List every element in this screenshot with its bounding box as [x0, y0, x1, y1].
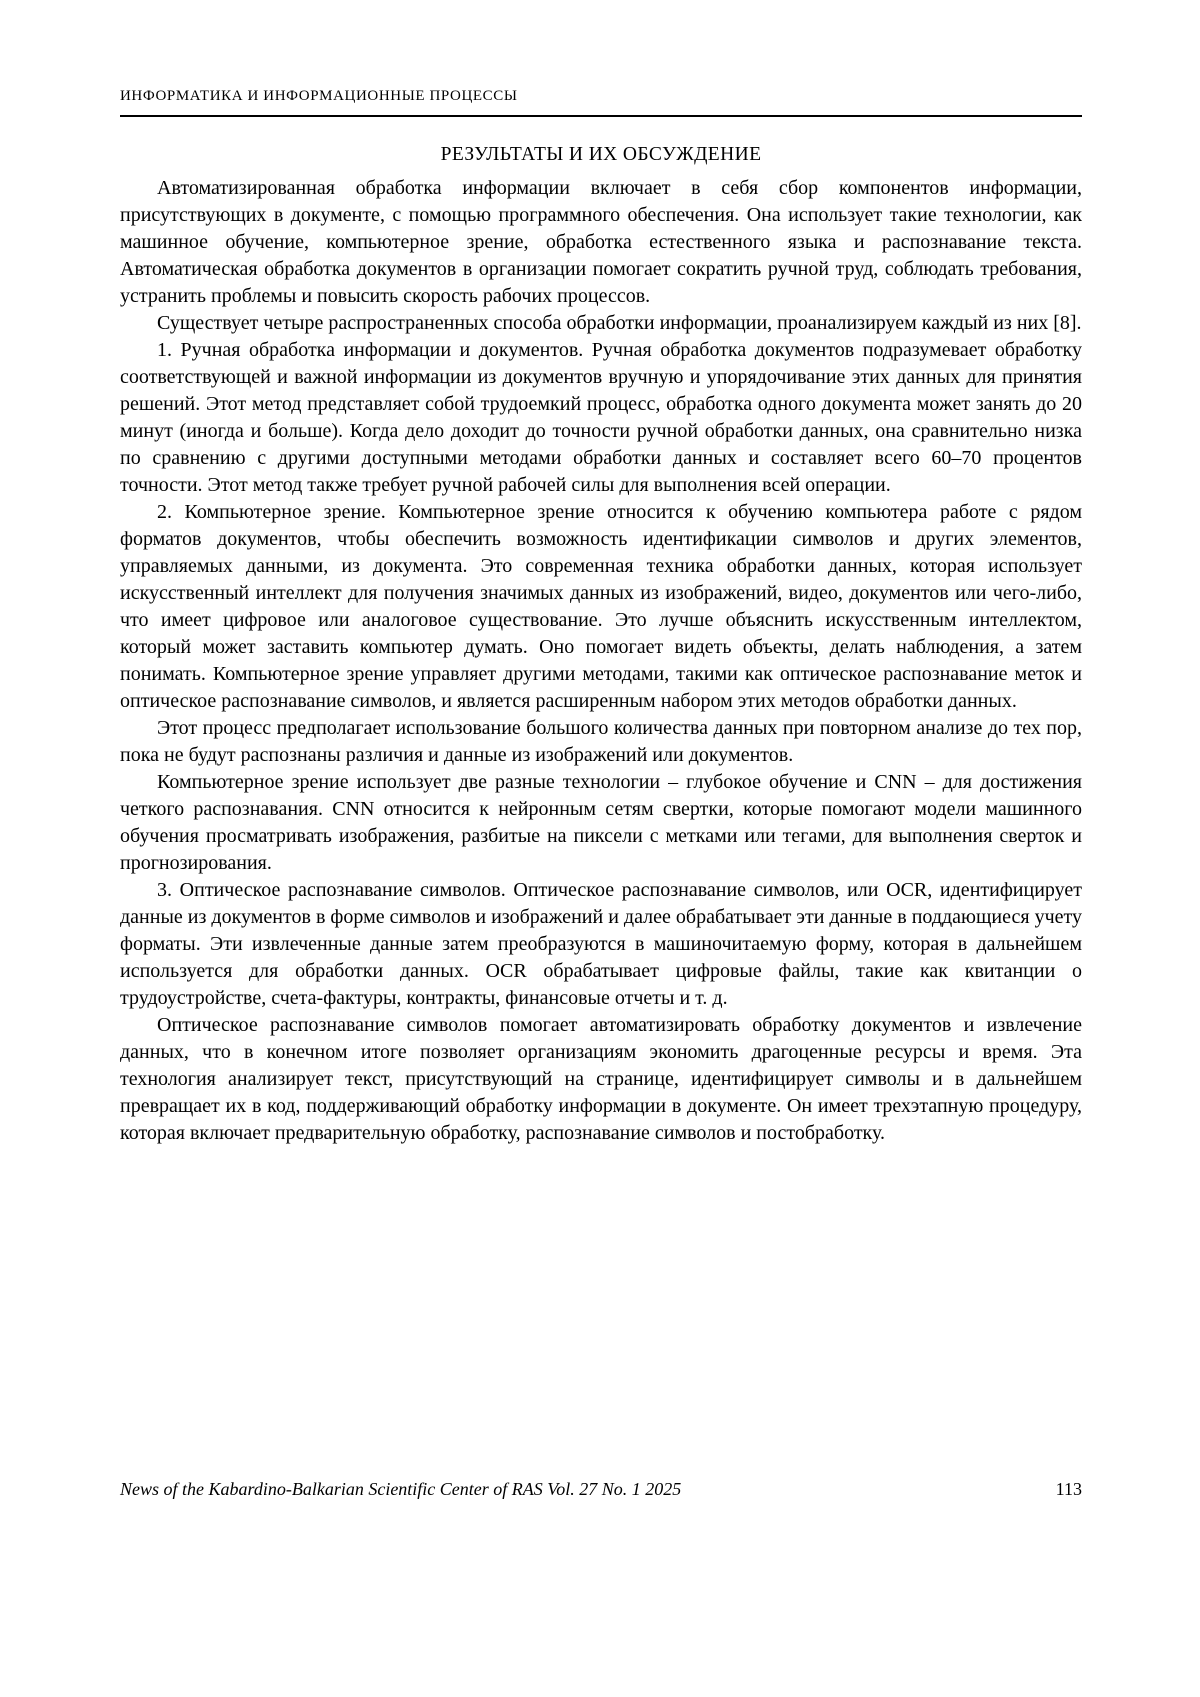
running-header [120, 88, 1082, 117]
paragraph: 2. Компьютерное зрение. Компьютерное зрение относится к обучению компьютера работе с рядом форматов документов, чтобы обеспечить возможность идентификации символов и других элементов, управляемых данными, из документа. Это современная техника обработки данных, которая использует искусственный интеллект для получения значимых данных из изображений, видео, документов или чего-либо, что имеет цифровое или аналоговое существование. Это лучше объяснить искусственным интеллектом, который может заставить компьютер думать. Оно помогает видеть объекты, делать наблюдения, а затем понимать. Компьютерное зрение управляет другими методами, такими как оптическое распознавание меток и оптическое распознавание символов, и является расширенным набором этих методов обработки данных. [120, 501, 1082, 712]
paragraph: 1. Ручная обработка информации и документов. Ручная обработка документов подразумевает обработку соответствующей и важной информации из документов вручную и упорядочивание этих данных для принятия решений. Этот метод представляет собой трудоемкий процесс, обработка одного документа может занять до 20 минут (иногда и больше). Когда дело доходит до точности ручной обработки данных, она сравнительно низка по сравнению с другими доступными методами обработки данных и составляет всего 60–70 процентов точности. Этот метод также требует ручной рабочей силы для выполнения всей операции. [120, 339, 1082, 496]
paragraph: Оптическое распознавание символов помогает автоматизировать обработку документов и извлечение данных, что в конечном итоге позволяет организациям экономить драгоценные ресурсы и время. Эта технология анализирует текст, присутствующий на странице, идентифицирует символы и в дальнейшем превращает их в код, поддерживающий обработку информации в документе. Он имеет трехэтапную процедуру, которая включает предварительную обработку, распознавание символов и постобработку. [120, 1014, 1082, 1144]
paragraph: Существует четыре распространенных способа обработки информации, проанализируем каждый из них [8]. [157, 312, 1082, 334]
article-body [120, 175, 1082, 1147]
running-header-title: ИНФОРМАТИКА И ИНФОРМАЦИОННЫЕ ПРОЦЕССЫ [120, 88, 518, 104]
section-title: РЕЗУЛЬТАТЫ И ИХ ОБСУЖДЕНИЕ [440, 144, 762, 165]
journal-citation-line: News of the Kabardino-Balkarian Scientific Center of RAS Vol. 27 No. 1 2025 [120, 1479, 682, 1499]
paragraph: Автоматизированная обработка информации включает в себя сбор компонентов информации, присутствующих в документе, с помощью программного обеспечения. Она использует такие технологии, как машинное обучение, компьютерное зрение, обработка естественного языка и распознавание текста. Автоматическая обработка документов в организации помогает сократить ручной труд, соблюдать требования, устранить проблемы и повысить скорость рабочих процессов. [120, 177, 1082, 307]
page-content [120, 88, 1082, 1147]
page-footer [120, 1479, 1082, 1500]
page-number: 113 [1055, 1479, 1082, 1499]
paragraph: 3. Оптическое распознавание символов. Оптическое распознавание символов, или OCR, идентифицирует данные из документов в форме символов и изображений и далее обрабатывает эти данные в поддающиеся учету форматы. Эти извлеченные данные затем преобразуются в машиночитаемую форму, которая в дальнейшем используется для обработки данных. OCR обрабатывает цифровые файлы, такие как квитанции о трудоустройстве, счета-фактуры, контракты, финансовые отчеты и т. д. [120, 879, 1082, 1009]
paragraph: Этот процесс предполагает использование большого количества данных при повторном анализе до тех пор, пока не будут распознаны различия и данные из изображений или документов. [120, 717, 1082, 766]
paragraph: Компьютерное зрение использует две разные технологии – глубокое обучение и CNN – для достижения четкого распознавания. CNN относится к нейронным сетям свертки, которые помогают модели машинного обучения просматривать изображения, разбитые на пиксели с метками или тегами, для выполнения сверток и прогнозирования. [120, 771, 1082, 874]
